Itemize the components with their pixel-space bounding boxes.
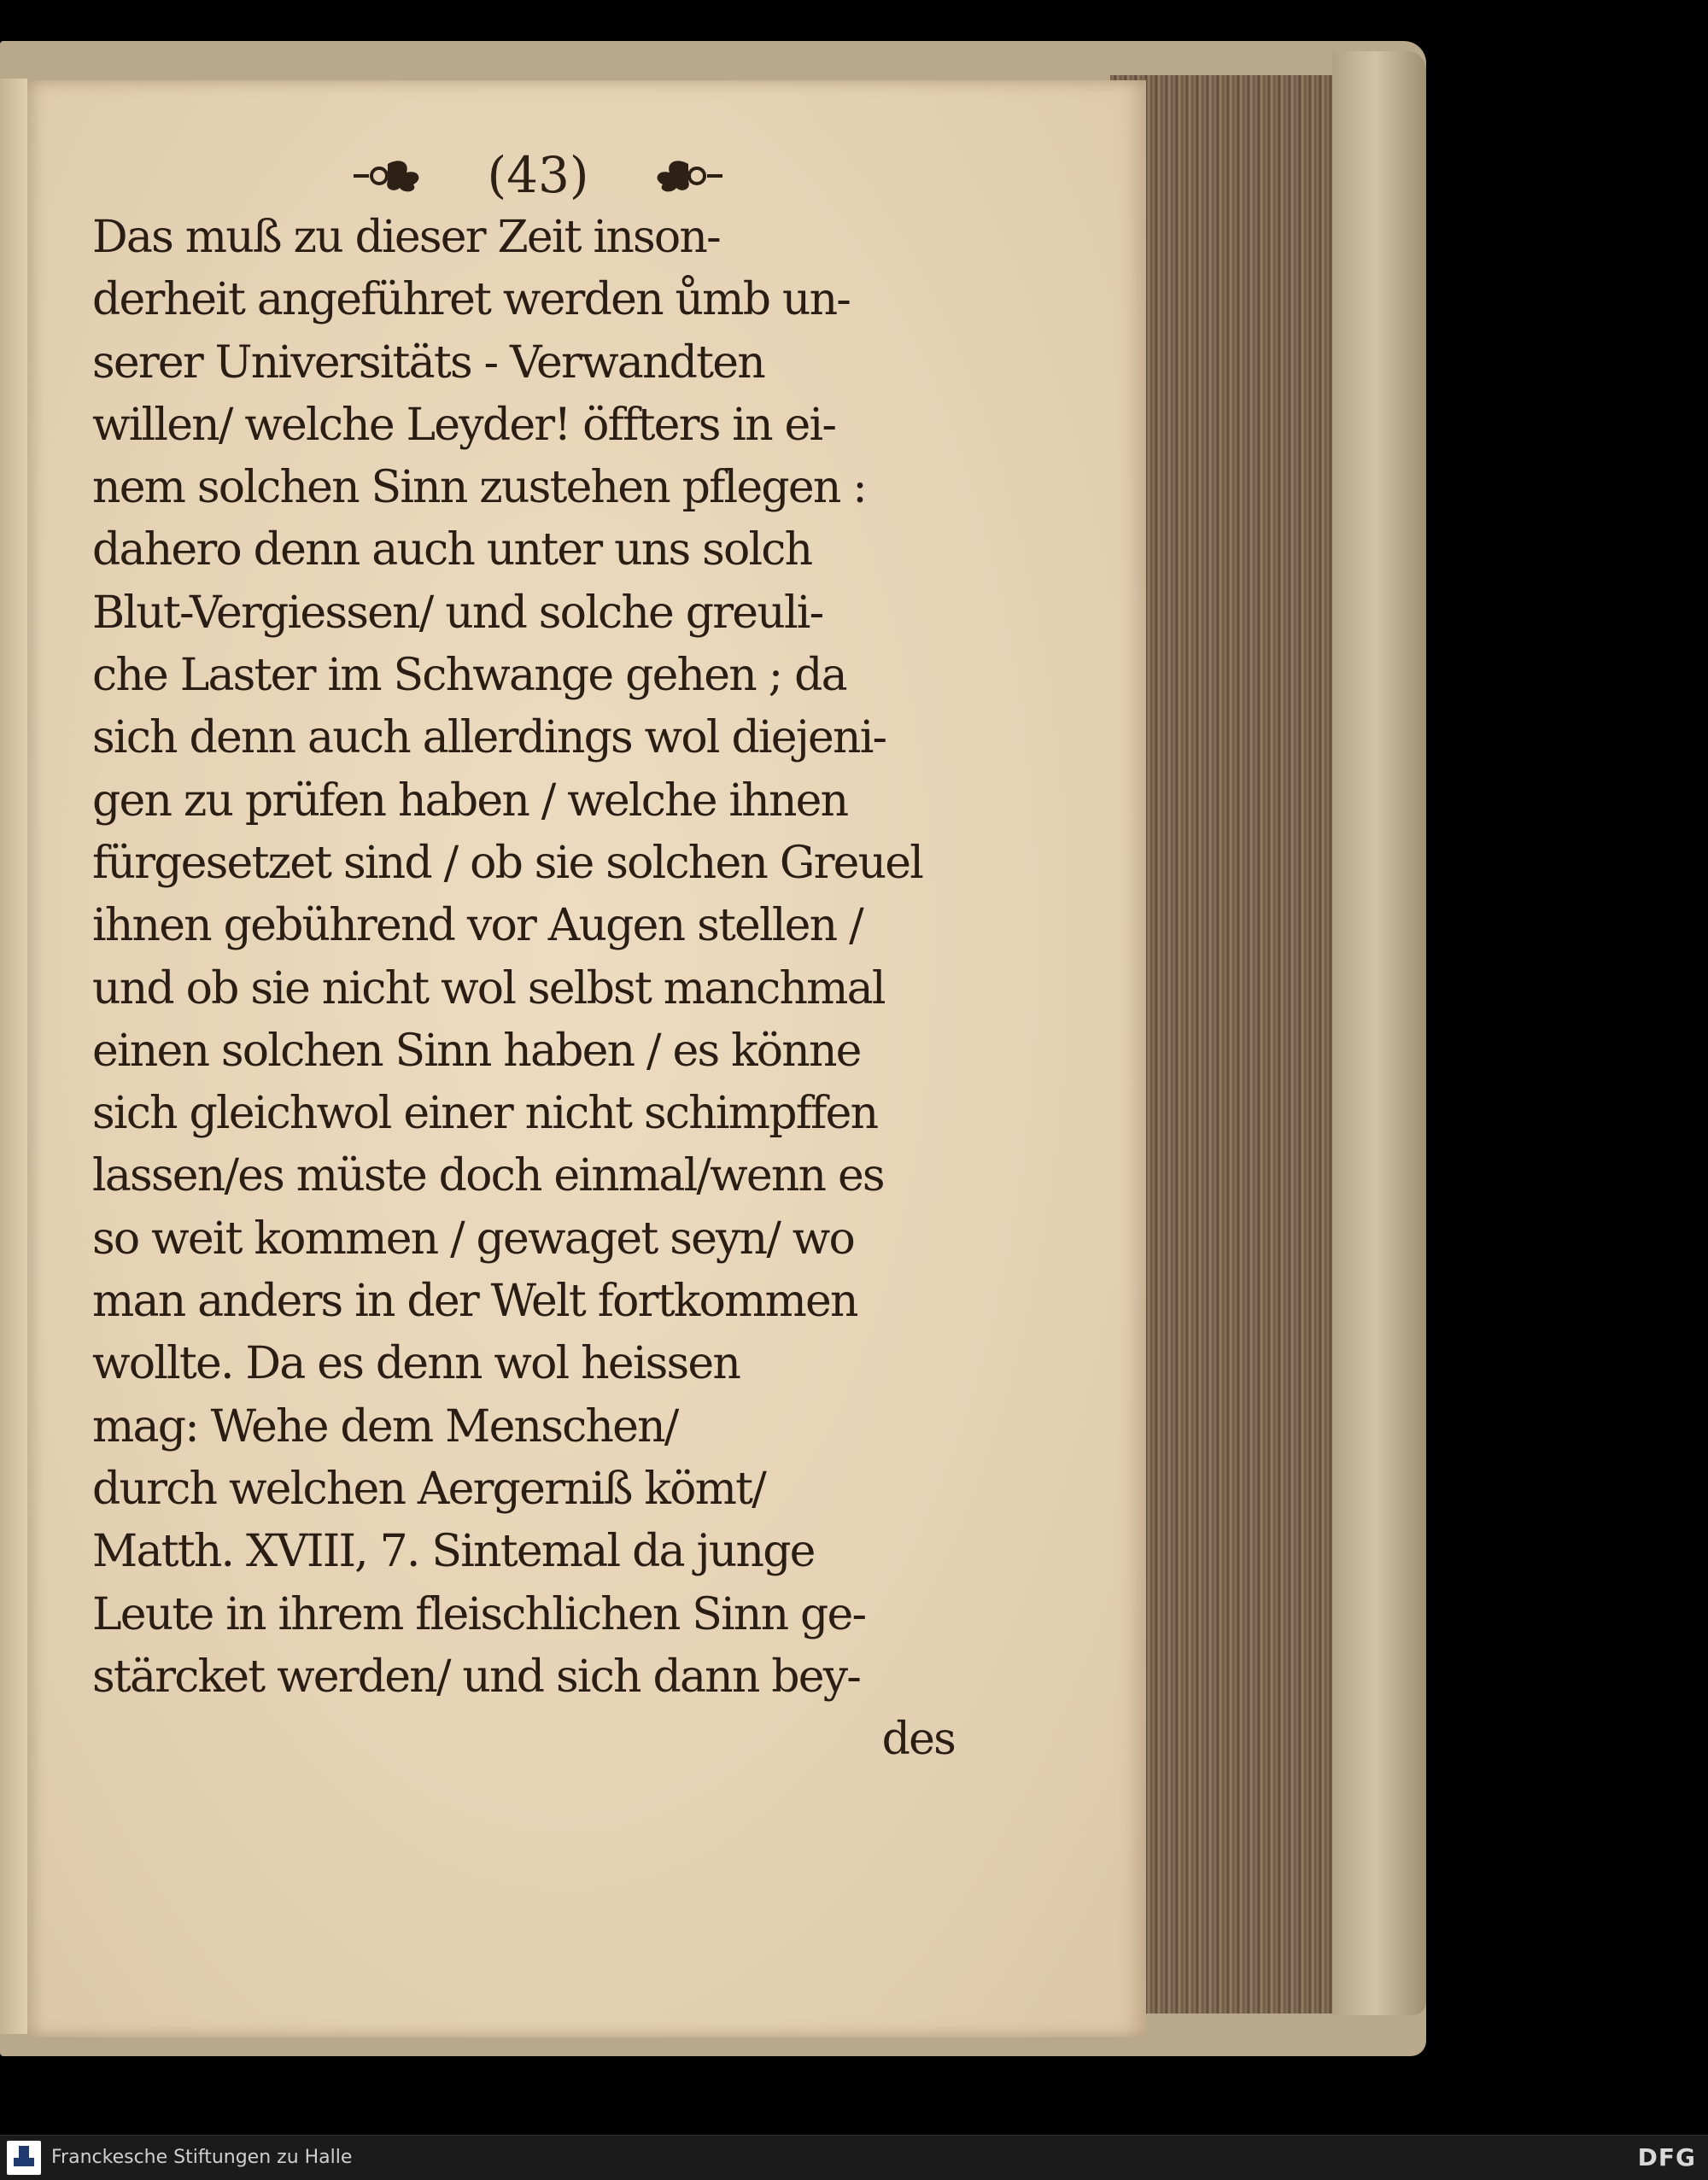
text-line: ihnen gebührend vor Augen stellen / (92, 900, 863, 952)
institution-logo-icon (7, 2141, 41, 2175)
text-line: serer Universitäts - Verwandten (92, 336, 764, 389)
text-line: wollte. Da es denn wol heissen (92, 1338, 740, 1390)
text-line: che Laster im Schwange gehen ; da (92, 650, 846, 702)
page-header (350, 138, 726, 215)
text-line: derheit angeführet werden ůmb un- (92, 274, 851, 326)
catchword: des (881, 1714, 955, 1766)
text-line: man anders in der Welt fortkommen (92, 1276, 857, 1328)
text-line: fürgesetzet sind / ob sie solchen Greuel (92, 837, 923, 889)
text-line: Das muß zu dieser Zeit inson- (92, 212, 720, 263)
gutter (0, 79, 27, 2034)
cover-board (1332, 51, 1426, 2015)
text-line: gen zu prüfen haben / welche ihnen (92, 774, 848, 827)
text-line: lassen/es müste doch einmal/wenn es (92, 1150, 884, 1202)
text-line: nem solchen Sinn zustehen pflegen : (92, 462, 866, 514)
text-line: Matth. XVIII, 7. Sintemal da junge (92, 1526, 815, 1578)
viewer-footer (0, 2135, 1708, 2180)
text-line: sich gleichwol einer nicht schimpffen (92, 1088, 878, 1140)
text-line: Blut-Vergiessen/ und solche greuli- (92, 587, 823, 639)
body-text (92, 207, 955, 1771)
text-line: sich denn auch allerdings wol diejeni- (92, 712, 886, 764)
text-line: stärcket werden/ und sich dann bey- (92, 1651, 861, 1703)
text-line: dahero denn auch unter uns solch (92, 524, 812, 576)
page-number: (43) (487, 146, 589, 204)
text-line: und ob sie nicht wol selbst manchmal (92, 962, 885, 1014)
dfg-logo: DFG (1637, 2143, 1696, 2171)
floral-ornament-icon (651, 155, 726, 195)
text-line: einen solchen Sinn haben / es könne (92, 1025, 861, 1077)
text-line: durch welchen Aergerniß kömt/ (92, 1463, 765, 1515)
institution-name: Franckesche Stiftungen zu Halle (51, 2147, 353, 2168)
text-line: Leute in ihrem fleischlichen Sinn ge- (92, 1588, 866, 1640)
text-line: so weit kommen / gewaget seyn/ wo (92, 1213, 854, 1265)
text-line: willen/ welche Leyder! öffters in ei- (92, 399, 836, 451)
text-line: mag: Wehe dem Menschen/ (92, 1400, 678, 1452)
floral-ornament-icon (350, 155, 425, 195)
